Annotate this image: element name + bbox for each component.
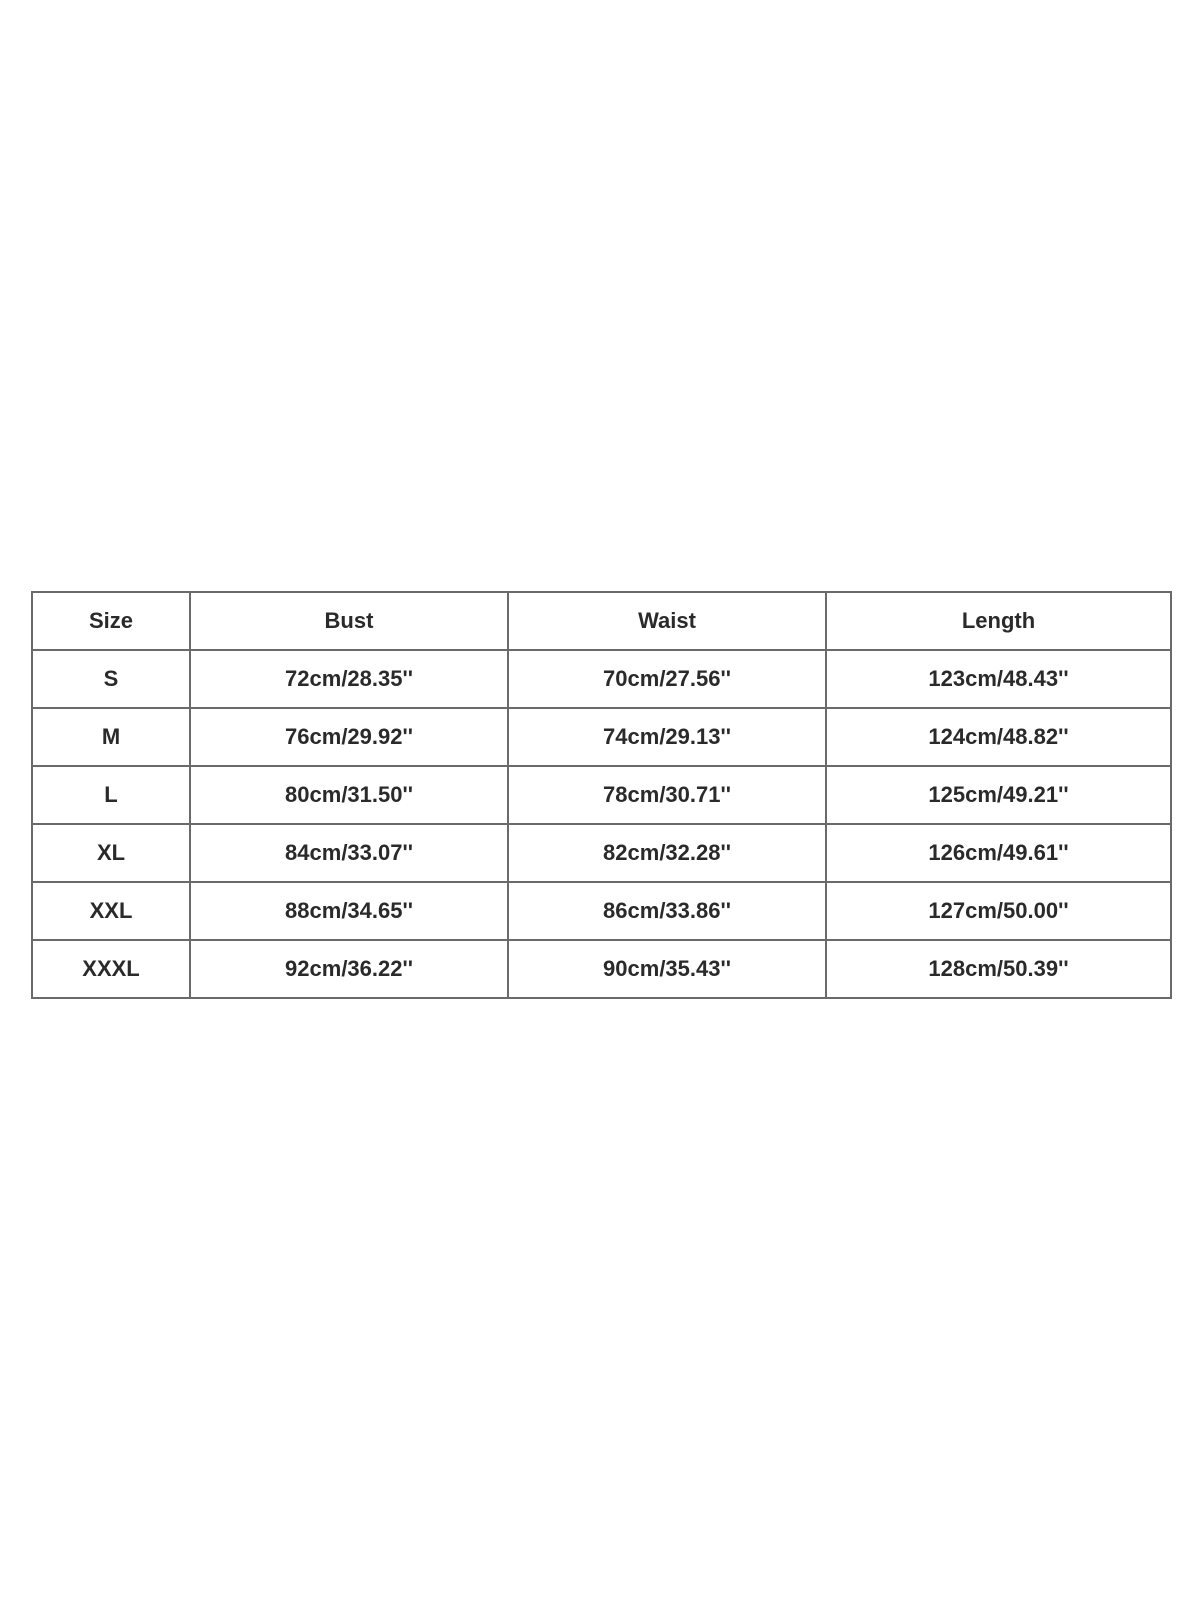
header-waist: Waist	[508, 592, 826, 650]
size-cell: M	[32, 708, 190, 766]
waist-cell: 74cm/29.13''	[508, 708, 826, 766]
size-cell: XL	[32, 824, 190, 882]
bust-cell: 92cm/36.22''	[190, 940, 508, 998]
size-cell: L	[32, 766, 190, 824]
table-row	[32, 940, 1171, 998]
length-cell: 123cm/48.43''	[826, 650, 1171, 708]
size-chart-table	[31, 591, 1172, 999]
table-row	[32, 824, 1171, 882]
length-cell: 124cm/48.82''	[826, 708, 1171, 766]
length-cell: 128cm/50.39''	[826, 940, 1171, 998]
waist-cell: 70cm/27.56''	[508, 650, 826, 708]
table-row	[32, 882, 1171, 940]
header-row	[32, 592, 1171, 650]
bust-cell: 84cm/33.07''	[190, 824, 508, 882]
size-cell: S	[32, 650, 190, 708]
length-cell: 126cm/49.61''	[826, 824, 1171, 882]
table-row	[32, 766, 1171, 824]
bust-cell: 72cm/28.35''	[190, 650, 508, 708]
header-length: Length	[826, 592, 1171, 650]
size-cell: XXXL	[32, 940, 190, 998]
size-cell: XXL	[32, 882, 190, 940]
length-cell: 127cm/50.00''	[826, 882, 1171, 940]
header-size: Size	[32, 592, 190, 650]
waist-cell: 90cm/35.43''	[508, 940, 826, 998]
table-row	[32, 650, 1171, 708]
bust-cell: 88cm/34.65''	[190, 882, 508, 940]
header-bust: Bust	[190, 592, 508, 650]
waist-cell: 82cm/32.28''	[508, 824, 826, 882]
bust-cell: 80cm/31.50''	[190, 766, 508, 824]
bust-cell: 76cm/29.92''	[190, 708, 508, 766]
length-cell: 125cm/49.21''	[826, 766, 1171, 824]
waist-cell: 86cm/33.86''	[508, 882, 826, 940]
table-row	[32, 708, 1171, 766]
waist-cell: 78cm/30.71''	[508, 766, 826, 824]
